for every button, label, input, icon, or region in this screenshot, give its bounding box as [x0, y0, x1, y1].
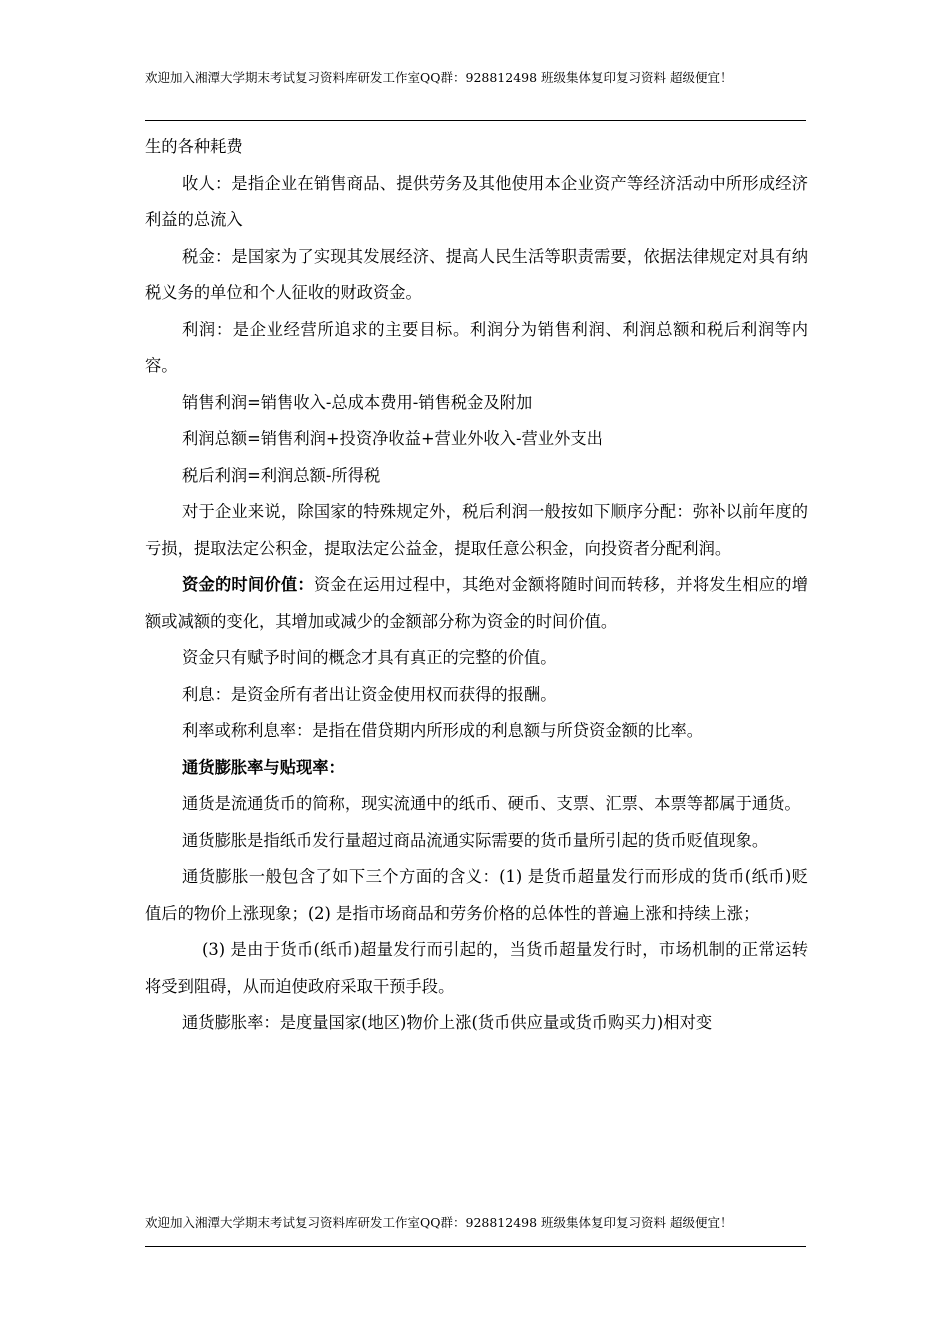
paragraph-inflation-meaning-3: (3) 是由于货币(纸币)超量发行而引起的，当货币超量发行时，市场机制的正常运转将受到阻碍，从而迫使政府采取干预手段。 — [145, 940, 808, 996]
paragraph-inflation-definition: 通货膨胀是指纸币发行量超过商品流通实际需要的货币量所引起的货币贬值现象。 — [182, 830, 769, 850]
formula-sales-profit: 销售利润=销售收入-总成本费用-销售税金及附加 — [182, 392, 533, 412]
paragraph-tax: 税金：是国家为了实现其发展经济、提高人民生活等职责需要，依据法律规定对具有纳税义务的单位和个人征收的财政资金。 — [145, 246, 808, 302]
footer-rule — [145, 1246, 806, 1247]
section-heading-inflation: 通货膨胀率与贴现率： — [182, 757, 345, 777]
paragraph-interest-rate: 利率或称利息率：是指在借贷期内所形成的利息额与所贷资金额的比率。 — [182, 721, 704, 740]
page-header: 欢迎加入湘潭大学期末考试复习资料库研发工作室QQ群：928812498 班级集体复印复习资料 超级便宜！ — [145, 70, 733, 85]
formula-total-profit: 利润总额=销售利润+投资净收益+营业外收入-营业外支出 — [182, 429, 603, 448]
paragraph-revenue: 收人：是指企业在销售商品、提供劳务及其他使用本企业资产等经济活动中所形成经济利益的总流入 — [145, 173, 808, 229]
paragraph-inflation-meanings: 通货膨胀一般包含了如下三个方面的含义：(1) 是货币超量发行而形成的货币(纸币)贬值后的物价上涨现象；(2) 是指市场商品和劳务价格的总体性的普遍上涨和持续上涨； — [145, 867, 808, 923]
paragraph-interest: 利息：是资金所有者出让资金使用权而获得的报酬。 — [182, 684, 557, 704]
paragraph-inflation-rate: 通货膨胀率：是度量国家(地区)物价上涨(货币供应量或货币购买力)相对变 — [182, 1013, 713, 1032]
paragraph-currency: 通货是流通货币的简称，现实流通中的纸币、硬币、支票、汇票、本票等都属于通货。 — [182, 794, 801, 813]
definition-time-value: 资金在运用过程中，其绝对金额将随时间而转移，并将发生相应的增额或减额的变化，其增加或减少的金额部分称为资金的时间价值。 — [145, 575, 808, 631]
term-time-value: 资金的时间价值： — [182, 575, 314, 594]
paragraph-cost-continuation: 生的各种耗费 — [145, 137, 243, 156]
paragraph-profit: 利润：是企业经营所追求的主要目标。利润分为销售利润、利润总额和税后利润等内容。 — [145, 319, 808, 375]
document-body — [145, 129, 808, 1042]
paragraph-time-value — [145, 567, 808, 640]
page-footer: 欢迎加入湘潭大学期末考试复习资料库研发工作室QQ群：928812498 班级集体复印复习资料 超级便宜！ — [145, 1215, 733, 1230]
header-rule — [145, 120, 806, 121]
paragraph-profit-distribution: 对于企业来说，除国家的特殊规定外，税后利润一般按如下顺序分配：弥补以前年度的亏损，提取法定公积金，提取法定公益金，提取任意公积金，向投资者分配利润。 — [145, 502, 808, 558]
paragraph-time-concept: 资金只有赋予时间的概念才具有真正的完整的价值。 — [182, 648, 557, 667]
formula-after-tax-profit: 税后利润=利润总额-所得税 — [182, 465, 381, 485]
